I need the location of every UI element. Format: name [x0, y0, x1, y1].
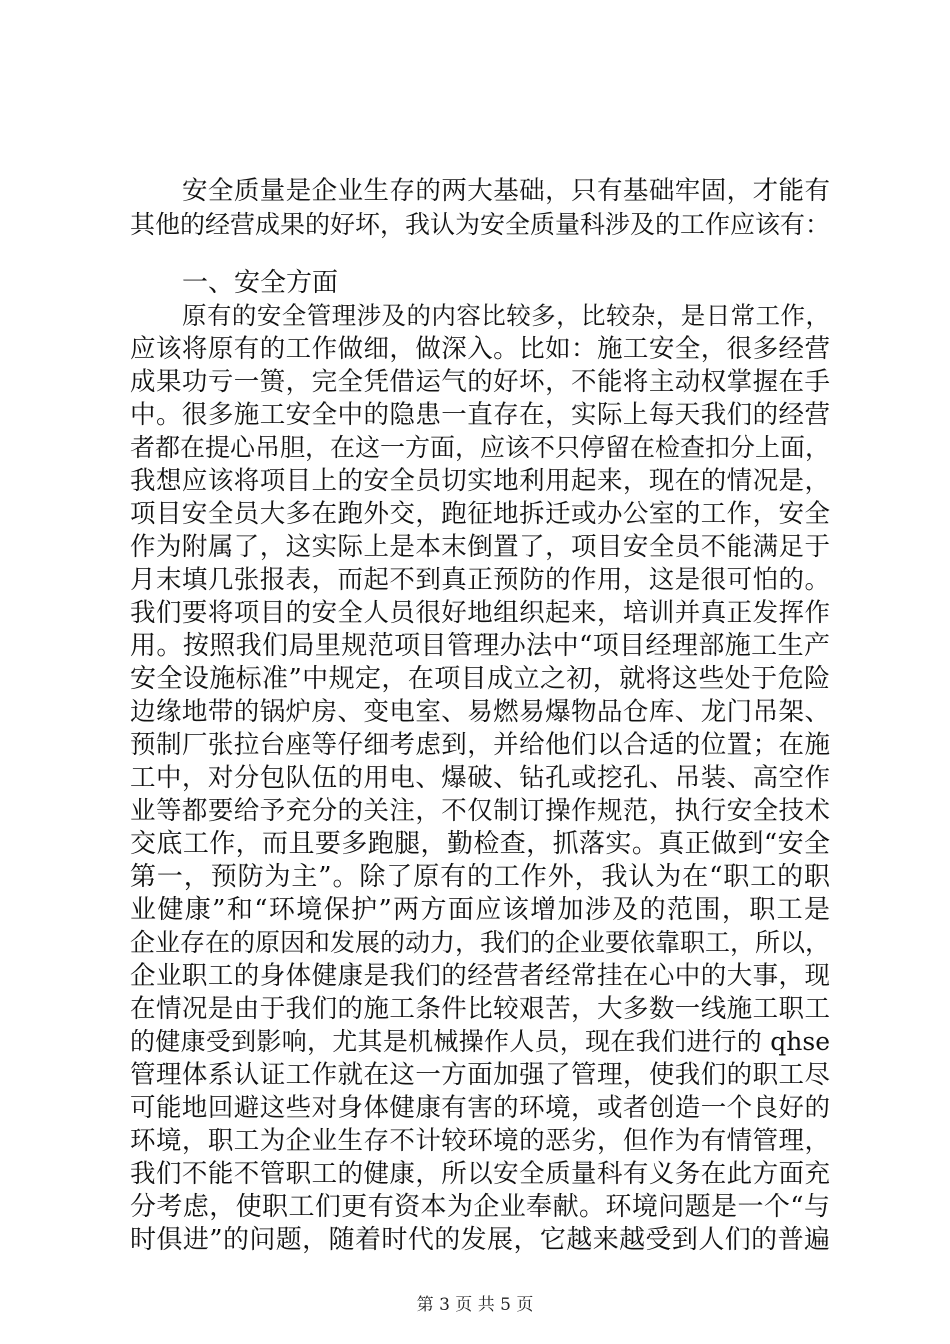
body-line: 工中，对分包队伍的用电、爆破、钻孔或挖孔、吊装、高空作: [130, 763, 830, 793]
body-line: 管理体系认证工作就在这一方面加强了管理，使我们的职工尽: [130, 1060, 830, 1090]
body-line: 项目安全员大多在跑外交，跑征地拆迁或办公室的工作，安全: [130, 499, 830, 529]
body-line: 边缘地带的锅炉房、变电室、易燃易爆物品仓库、龙门吊架、: [130, 697, 830, 727]
intro-line: 安全质量是企业生存的两大基础，只有基础牢固，才能有: [182, 176, 830, 206]
body-line: 安全设施标准”中规定，在项目成立之初，就将这些处于危险: [130, 664, 830, 694]
body-line: 用。按照我们局里规范项目管理办法中“项目经理部施工生产: [130, 631, 830, 661]
body-line: 第一，预防为主”。除了原有的工作外，我认为在“职工的职: [130, 862, 830, 892]
body-line: 月末填几张报表，而起不到真正预防的作用，这是很可怕的。: [130, 565, 830, 595]
body-line: 企业职工的身体健康是我们的经营者经常挂在心中的大事，现: [130, 961, 830, 991]
body-line: 作为附属了，这实际上是本末倒置了，项目安全员不能满足于: [130, 532, 830, 562]
body-line: 我们要将项目的安全人员很好地组织起来，培训并真正发挥作: [130, 598, 830, 628]
body-line: 中。很多施工安全中的隐患一直存在，实际上每天我们的经营: [130, 400, 830, 430]
body-line: 的健康受到影响，尤其是机械操作人员，现在我们进行的 qhse: [130, 1027, 830, 1056]
body-line: 时俱进”的问题，随着时代的发展，它越来越受到人们的普遍: [130, 1225, 830, 1255]
body-line: 应该将原有的工作做细，做深入。比如：施工安全，很多经营: [130, 334, 830, 364]
intro-line: 其他的经营成果的好坏，我认为安全质量科涉及的工作应该有：: [130, 210, 831, 239]
body-line: 在情况是由于我们的施工条件比较艰苦，大多数一线施工职工: [130, 994, 830, 1024]
body-line: 者都在提心吊胆，在这一方面，应该不只停留在检查扣分上面，: [130, 433, 831, 462]
body-line: 原有的安全管理涉及的内容比较多，比较杂，是日常工作，: [182, 301, 830, 330]
section-heading: 一、安全方面: [182, 268, 339, 298]
body-line: 我们不能不管职工的健康，所以安全质量科有义务在此方面充: [130, 1159, 830, 1189]
page-number-footer: 第 3 页 共 5 页: [416, 1295, 534, 1315]
body-line: 预制厂张拉台座等仔细考虑到，并给他们以合适的位置；在施: [130, 730, 830, 760]
body-line: 成果功亏一篑，完全凭借运气的好坏，不能将主动权掌握在手: [130, 367, 830, 397]
body-line: 交底工作，而且要多跑腿，勤检查，抓落实。真正做到“安全: [130, 829, 830, 859]
body-line: 我想应该将项目上的安全员切实地利用起来，现在的情况是，: [130, 466, 830, 496]
body-line: 企业存在的原因和发展的动力，我们的企业要依靠职工，所以，: [130, 928, 831, 957]
body-line: 可能地回避这些对身体健康有害的环境，或者创造一个良好的: [130, 1093, 830, 1123]
body-line: 环境，职工为企业生存不计较环境的恶劣，但作为有情管理，: [130, 1126, 830, 1156]
body-line: 分考虑，使职工们更有资本为企业奉献。环境问题是一个“与: [130, 1192, 830, 1222]
body-line: 业健康”和“环境保护”两方面应该增加涉及的范围，职工是: [130, 895, 830, 925]
body-line: 业等都要给予充分的关注，不仅制订操作规范，执行安全技术: [130, 796, 830, 826]
